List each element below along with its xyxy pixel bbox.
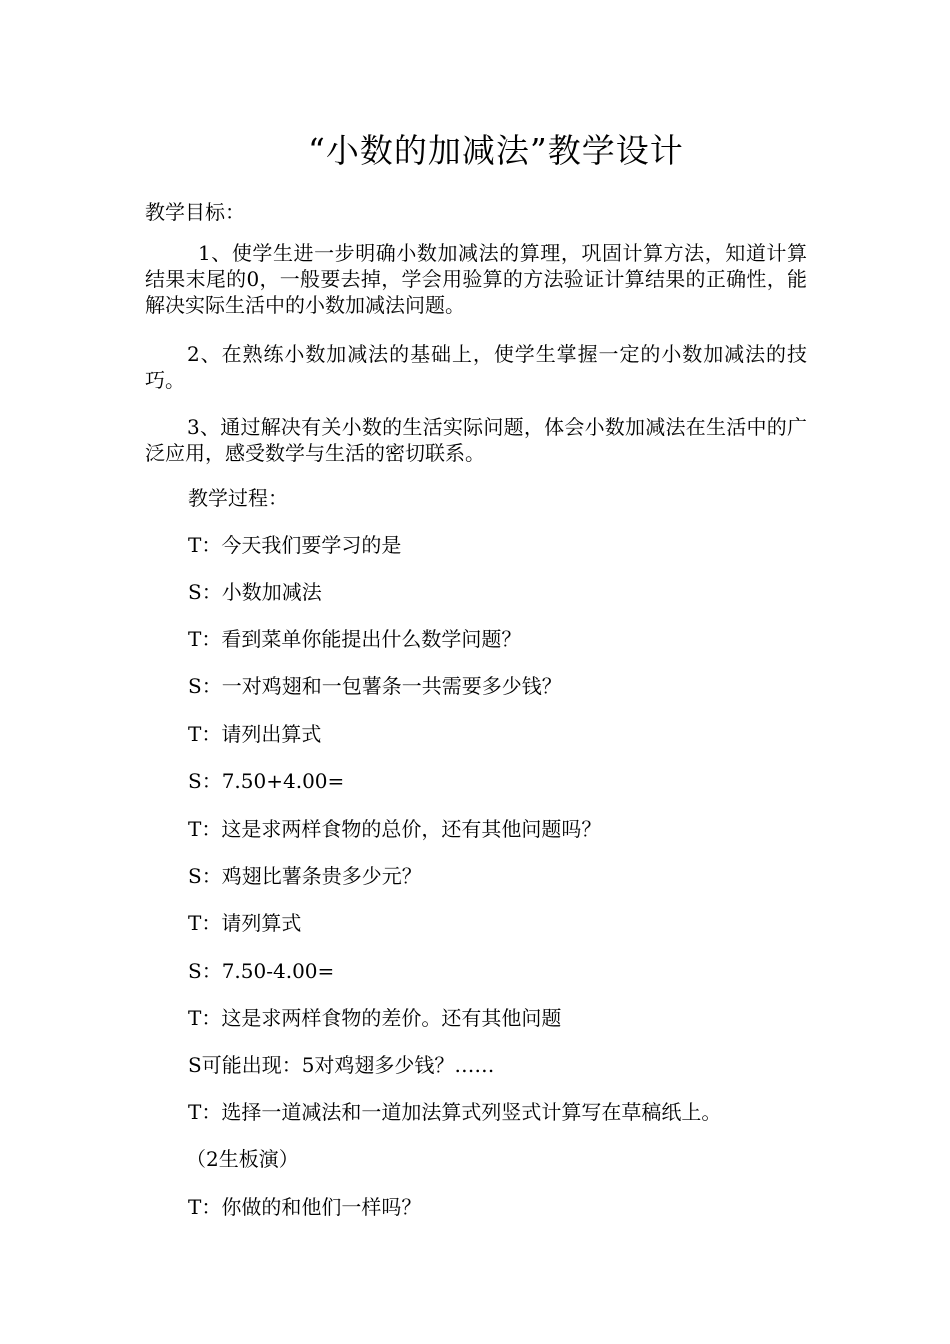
dialogue-line: （2生板演） <box>186 1147 299 1171</box>
dialogue-line: S：7.50+4.00= <box>188 769 345 793</box>
dialogue-line: T：你做的和他们一样吗？ <box>188 1195 422 1219</box>
dialogue-line: S：一对鸡翅和一包薯条一共需要多少钱？ <box>188 674 562 698</box>
page-title: “小数的加减法”教学设计 <box>308 131 684 170</box>
dialogue-line: T：今天我们要学习的是 <box>188 533 402 557</box>
dialogue-line: S：鸡翅比薯条贵多少元？ <box>188 864 422 888</box>
dialogue-line: S可能出现：5对鸡翅多少钱？…… <box>188 1053 495 1077</box>
dialogue-line: T：请列算式 <box>188 911 302 935</box>
dialogue-line: S：小数加减法 <box>188 580 322 604</box>
objective-paragraph-1: 1、使学生进一步明确小数加减法的算理，巩固计算方法，知道计算结果末尾的0，一般要去掉，学会用验算的方法验证计算结果的正确性，能解决实际生活中的小数加减法问题。 <box>145 241 807 317</box>
dialogue-line: T：看到菜单你能提出什么数学问题？ <box>188 627 522 651</box>
dialogue-line: T：选择一道减法和一道加法算式列竖式计算写在草稿纸上。 <box>188 1100 722 1124</box>
process-label: 教学过程： <box>188 486 288 510</box>
objectives-label: 教学目标： <box>145 200 245 224</box>
dialogue-line: T：请列出算式 <box>188 722 322 746</box>
dialogue-line: T：这是求两样食物的总价，还有其他问题吗？ <box>188 817 602 841</box>
dialogue-line: T：这是求两样食物的差价。还有其他问题 <box>188 1006 562 1030</box>
dialogue-line: S：7.50-4.00= <box>188 959 335 983</box>
objective-paragraph-2: 2、在熟练小数加减法的基础上，使学生掌握一定的小数加减法的技巧。 <box>145 342 807 392</box>
objective-paragraph-3: 3、通过解决有关小数的生活实际问题，体会小数加减法在生活中的广泛应用，感受数学与生活的密切联系。 <box>145 415 807 465</box>
